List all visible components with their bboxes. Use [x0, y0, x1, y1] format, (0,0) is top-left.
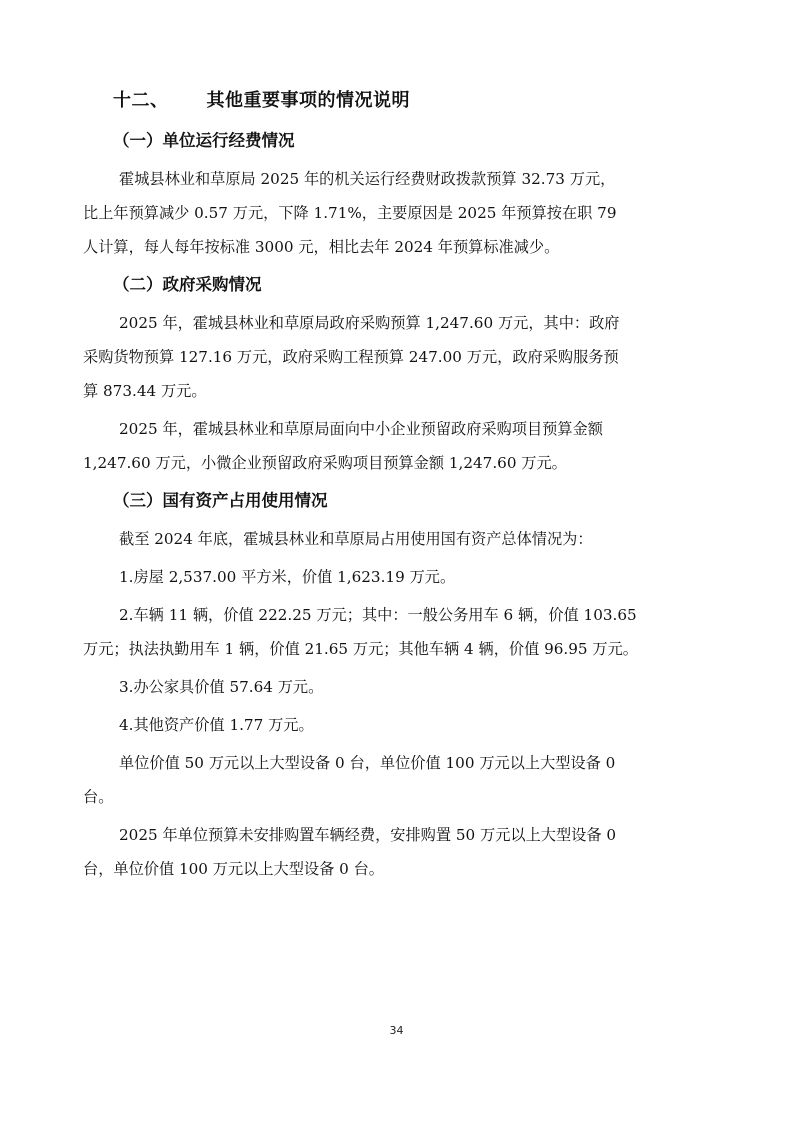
paragraph-line: 2025 年，霍城县林业和草原局面向中小企业预留政府采购项目预算金额	[119, 420, 603, 438]
paragraph	[83, 162, 709, 264]
paragraph-line: 霍城县林业和草原局 2025 年的机关运行经费财政拨款预算 32.73 万元，	[119, 170, 616, 188]
page-number: 34	[389, 1024, 404, 1037]
paragraph	[113, 522, 709, 556]
paragraph-line: 4.其他资产价值 1.77 万元。	[119, 716, 314, 734]
paragraph-line: 采购货物预算 127.16 万元，政府采购工程预算 247.00 万元，政府采购服务预	[83, 348, 619, 366]
paragraph-line: 1.房屋 2,537.00 平方米，价值 1,623.19 万元。	[119, 568, 456, 586]
paragraph	[83, 412, 709, 480]
paragraph-line: 3.办公家具价值 57.64 万元。	[119, 678, 324, 696]
paragraph-line: 单位价值 50 万元以上大型设备 0 台，单位价值 100 万元以上大型设备 0	[119, 754, 616, 772]
subsection-title: （二）政府采购情况	[113, 275, 262, 294]
paragraph-line: 比上年预算减少 0.57 万元，下降 1.71%，主要原因是 2025 年预算按在职 79	[83, 204, 617, 222]
paragraph-line: 2.车辆 11 辆，价值 222.25 万元；其中：一般公务用车 6 辆，价值 103.65	[119, 606, 637, 624]
subsection-title: （三）国有资产占用使用情况	[113, 491, 328, 510]
paragraph-line: 1,247.60 万元，小微企业预留政府采购项目预算金额 1,247.60 万元。	[83, 454, 567, 472]
paragraph	[83, 818, 709, 886]
paragraph-line: 万元；执法执勤用车 1 辆，价值 21.65 万元；其他车辆 4 辆，价值 96.95 万元。	[83, 640, 638, 658]
paragraph-line: 台，单位价值 100 万元以上大型设备 0 台。	[83, 860, 384, 878]
paragraph-line: 算 873.44 万元。	[83, 382, 207, 400]
paragraph	[83, 306, 709, 408]
paragraph	[83, 746, 709, 814]
paragraph	[113, 708, 709, 742]
paragraph-line: 2025 年，霍城县林业和草原局政府采购预算 1,247.60 万元，其中：政府	[119, 314, 620, 332]
paragraph	[113, 560, 709, 594]
section-title: 其他重要事项的情况说明	[206, 90, 410, 111]
page-content	[83, 84, 709, 890]
paragraph-line: 截至 2024 年底，霍城县林业和草原局占用使用国有资产总体情况为：	[119, 530, 593, 548]
paragraph-line: 台。	[83, 788, 114, 806]
section-heading	[113, 84, 709, 118]
subsection-title: （一）单位运行经费情况	[113, 131, 295, 150]
paragraph	[83, 598, 709, 666]
paragraph-line: 人计算，每人每年按标准 3000 元，相比去年 2024 年预算标准减少。	[83, 238, 560, 256]
paragraph	[113, 670, 709, 704]
paragraph-line: 2025 年单位预算未安排购置车辆经费，安排购置 50 万元以上大型设备 0	[119, 826, 617, 844]
section-number: 十二、	[113, 90, 169, 111]
